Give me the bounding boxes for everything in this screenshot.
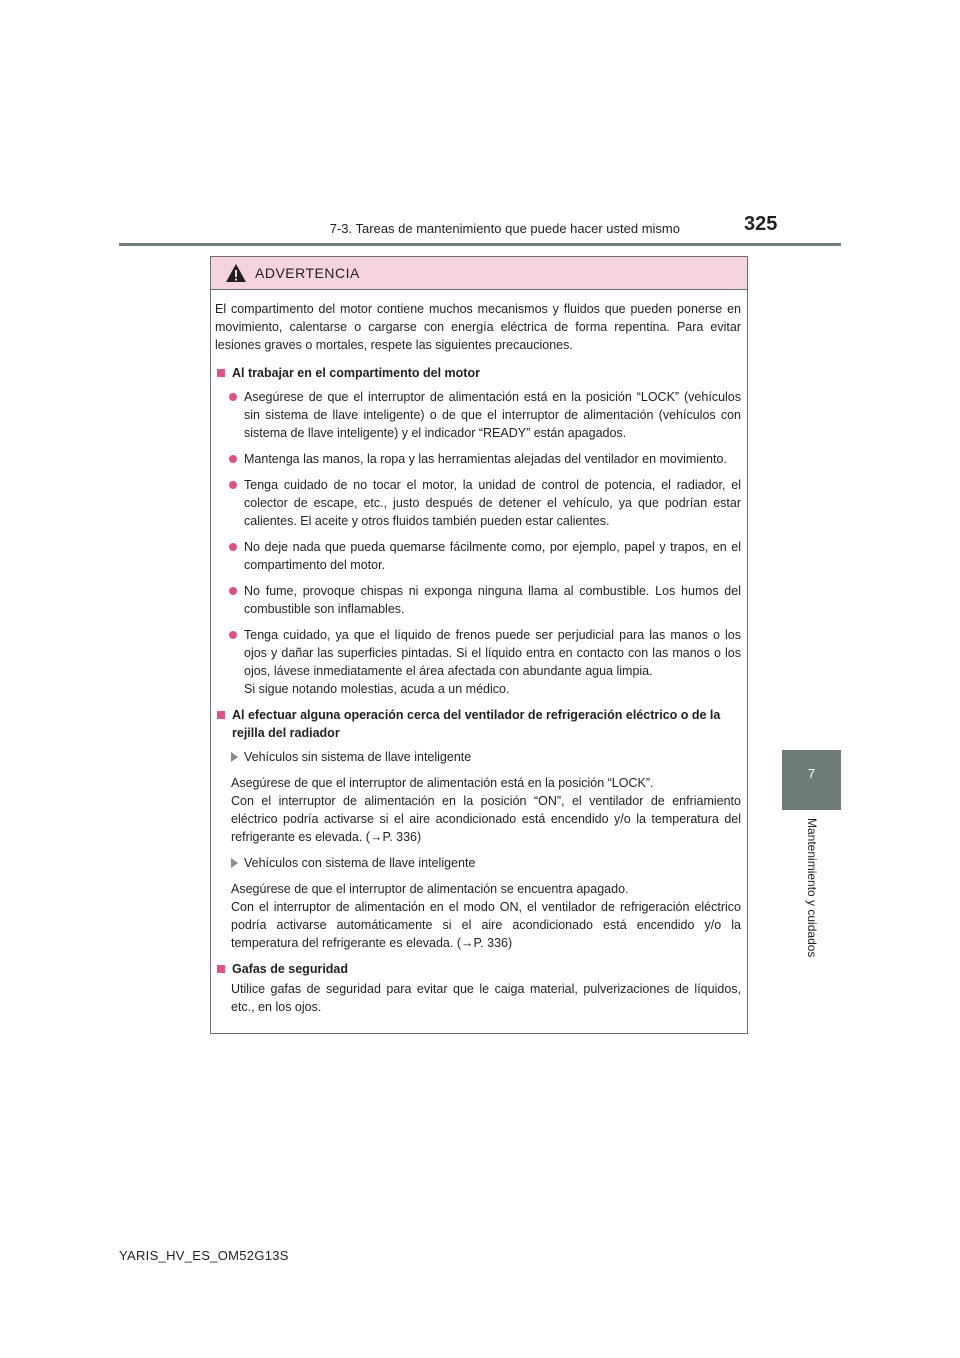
round-bullet-icon: [229, 631, 237, 639]
header-rule: [119, 243, 841, 246]
sub-text-without-smart-key: Asegúrese de que el interruptor de alimentación está en la posición “LOCK”. Con el interruptor de alimentación en la posición “ON”, el ventilador de enfriamiento eléctrico podría activarse si el aire acondicionado está encendido y/o la temperatura del refrigerante es elevada. (→P. 336): [231, 776, 741, 844]
round-bullet-icon: [229, 587, 237, 595]
sub-heading-with-smart-key: Vehículos con sistema de llave inteligente: [231, 854, 741, 872]
bullet-text: Tenga cuidado, ya que el líquido de frenos puede ser perjudicial para las manos o los ojos y dañar las superficies pintadas. Si el líquido entra en contacto con las manos o los ojos, lávese inmediatamente el área afectada con abundante agua limpia.: [244, 628, 741, 678]
warning-header: [211, 257, 747, 290]
bullet-text-extra: Si sigue notando molestias, acuda a un médico.: [244, 682, 510, 696]
bullet-item: Tenga cuidado de no tocar el motor, la unidad de control de potencia, el radiador, el colector de escape, etc., justo después de detener el vehículo, ya que podrían estar calientes. El aceite y otros fluidos también pueden estar calientes.: [229, 476, 741, 530]
section-heading-cooling-fan: Al efectuar alguna operación cerca del ventilador de refrigeración eléctrico o de la rejilla del radiador: [215, 706, 741, 742]
bullet-item: No deje nada que pueda quemarse fácilmente como, por ejemplo, papel y trapos, en el compartimento del motor.: [229, 538, 741, 574]
round-bullet-icon: [229, 543, 237, 551]
warning-intro: El compartimento del motor contiene muchos mecanismos y fluidos que pueden ponerse en movimiento, calentarse o cargarse con energía eléctrica de forma repentina. Para evitar lesiones graves o mortales, respete las siguientes precauciones.: [215, 302, 741, 352]
chapter-tab-label: Mantenimiento y cuidados: [805, 818, 819, 958]
triangle-marker-icon: [231, 858, 238, 868]
square-bullet-icon: [217, 369, 225, 377]
sub-heading-without-smart-key: Vehículos sin sistema de llave inteligente: [231, 748, 741, 766]
round-bullet-icon: [229, 455, 237, 463]
section-title: 7-3. Tareas de mantenimiento que puede hacer usted mismo: [329, 221, 680, 236]
document-code: YARIS_HV_ES_OM52G13S: [119, 1248, 289, 1263]
bullet-item: [229, 626, 741, 698]
warning-title: ADVERTENCIA: [255, 265, 360, 281]
page-number: 325: [744, 213, 778, 235]
square-bullet-icon: [217, 965, 225, 973]
bullet-item: No fume, provoque chispas ni exponga ninguna llama al combustible. Los humos del combustible son inflamables.: [229, 582, 741, 618]
section-heading-engine-compartment: Al trabajar en el compartimento del motor: [215, 364, 741, 382]
warning-body: [211, 290, 747, 1016]
bullet-item: Asegúrese de que el interruptor de alimentación está en la posición “LOCK” (vehículos sin sistema de llave inteligente) o de que el interruptor de alimentación (vehículos con sistema de llave inteligente) y el indicador “READY” están apagados.: [229, 388, 741, 442]
warning-box: [210, 256, 748, 1034]
chapter-tab-number: 7: [807, 766, 816, 781]
section-heading-safety-glasses: Gafas de seguridad: [215, 960, 741, 978]
safety-glasses-text: Utilice gafas de seguridad para evitar que le caiga material, pulverizaciones de líquidos, etc., en los ojos.: [231, 982, 741, 1014]
triangle-marker-icon: [231, 752, 238, 762]
round-bullet-icon: [229, 481, 237, 489]
bullet-item: Mantenga las manos, la ropa y las herramientas alejadas del ventilador en movimiento.: [229, 450, 741, 468]
chapter-tab: [782, 750, 841, 810]
round-bullet-icon: [229, 393, 237, 401]
square-bullet-icon: [217, 711, 225, 719]
sub-text-with-smart-key: Asegúrese de que el interruptor de alimentación se encuentra apagado. Con el interruptor de alimentación en el modo ON, el ventilador de refrigeración eléctrico podría activarse automáticamente si el aire acondicionado está encendido y/o la temperatura del refrigerante es elevada. (→P. 336): [231, 882, 741, 950]
warning-triangle-icon: [225, 263, 247, 283]
